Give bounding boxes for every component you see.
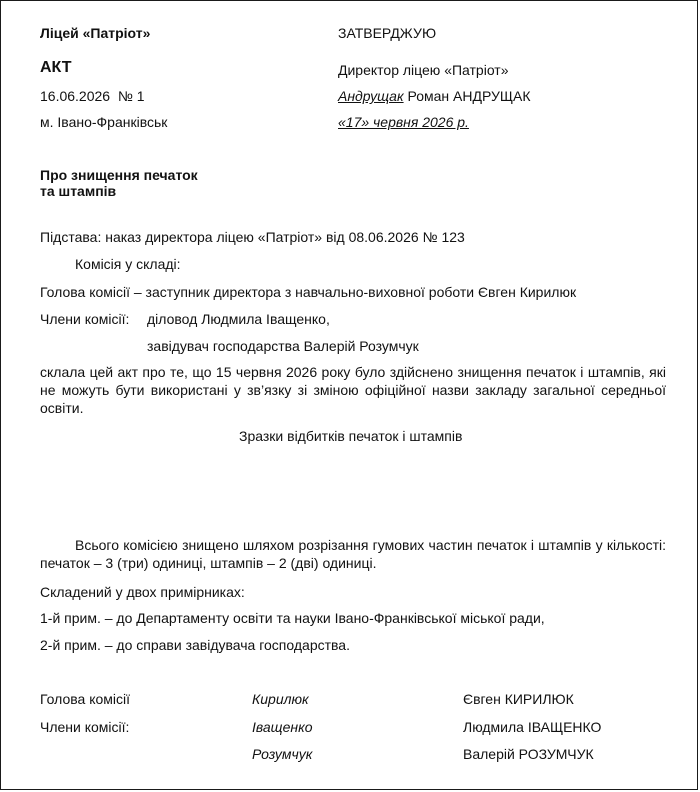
sig-member2-signature: Розумчук bbox=[252, 746, 313, 762]
sig-member2-name: Валерій РОЗУМЧУК bbox=[463, 746, 594, 762]
director-signature: Андрущак bbox=[338, 88, 404, 104]
chairman-line: Голова комісії – заступник директора з навчально-виховної роботи Євген Кирилюк bbox=[40, 284, 577, 300]
institution-name: Ліцей «Патріот» bbox=[40, 25, 151, 41]
sig-members-label: Члени комісії: bbox=[40, 719, 130, 735]
copy-2: 2-й прим. – до справи завідувача господарства. bbox=[40, 637, 350, 653]
sig-member1-name: Людмила ІВАЩЕНКО bbox=[463, 719, 602, 735]
member-1: діловод Людмила Іващенко, bbox=[147, 311, 330, 327]
doc-date: 16.06.2026 bbox=[40, 88, 111, 104]
approval-date: «17» червня 2026 р. bbox=[338, 114, 469, 130]
approval-signature-line bbox=[338, 88, 530, 104]
doc-type: АКТ bbox=[40, 59, 72, 76]
approval-stamp: ЗАТВЕРДЖУЮ bbox=[338, 25, 437, 41]
subject-line-1: Про знищення печаток bbox=[40, 167, 198, 183]
basis-text: Підстава: наказ директора ліцею «Патріот» від 08.06.2026 № 123 bbox=[40, 229, 465, 245]
doc-number: № 1 bbox=[117, 88, 145, 104]
sig-chairman-signature: Кирилюк bbox=[252, 691, 309, 707]
sig-chairman-name: Євген КИРИЛЮК bbox=[463, 691, 574, 707]
sig-member1-signature: Іващенко bbox=[252, 719, 313, 735]
member-2: завідувач господарства Валерій Розумчук bbox=[147, 338, 419, 354]
copies-intro: Складений у двох примірниках: bbox=[40, 584, 245, 600]
sig-chairman-label: Голова комісії bbox=[40, 691, 130, 707]
subject-line-2: та штампів bbox=[40, 183, 117, 199]
samples-heading: Зразки відбитків печаток і штампів bbox=[239, 428, 463, 444]
copy-1: 1-й прим. – до Департаменту освіти та науки Івано-Франківської міської ради, bbox=[40, 610, 545, 626]
doc-city: м. Івано-Франківськ bbox=[40, 114, 168, 130]
director-name: Роман АНДРУЩАК bbox=[407, 88, 531, 104]
members-label: Члени комісії: bbox=[40, 311, 130, 327]
statement-paragraph: склала цей акт про те, що 15 червня 2026 року було здійснено знищення печаток і штампів, які не можуть бути використані у зв’язку зі зміною офіційної назви закладу загальної середньої освіти. bbox=[40, 364, 666, 416]
commission-intro: Комісія у складі: bbox=[75, 256, 181, 272]
doc-date-number bbox=[40, 88, 145, 104]
total-paragraph: Всього комісією знищено шляхом розрізання гумових частин печаток і штампів у кількості: печаток – 3 (три) одиниці, штампів – 2 (дві) одиниці. bbox=[40, 537, 666, 571]
approval-position: Директор ліцею «Патріот» bbox=[338, 62, 509, 78]
